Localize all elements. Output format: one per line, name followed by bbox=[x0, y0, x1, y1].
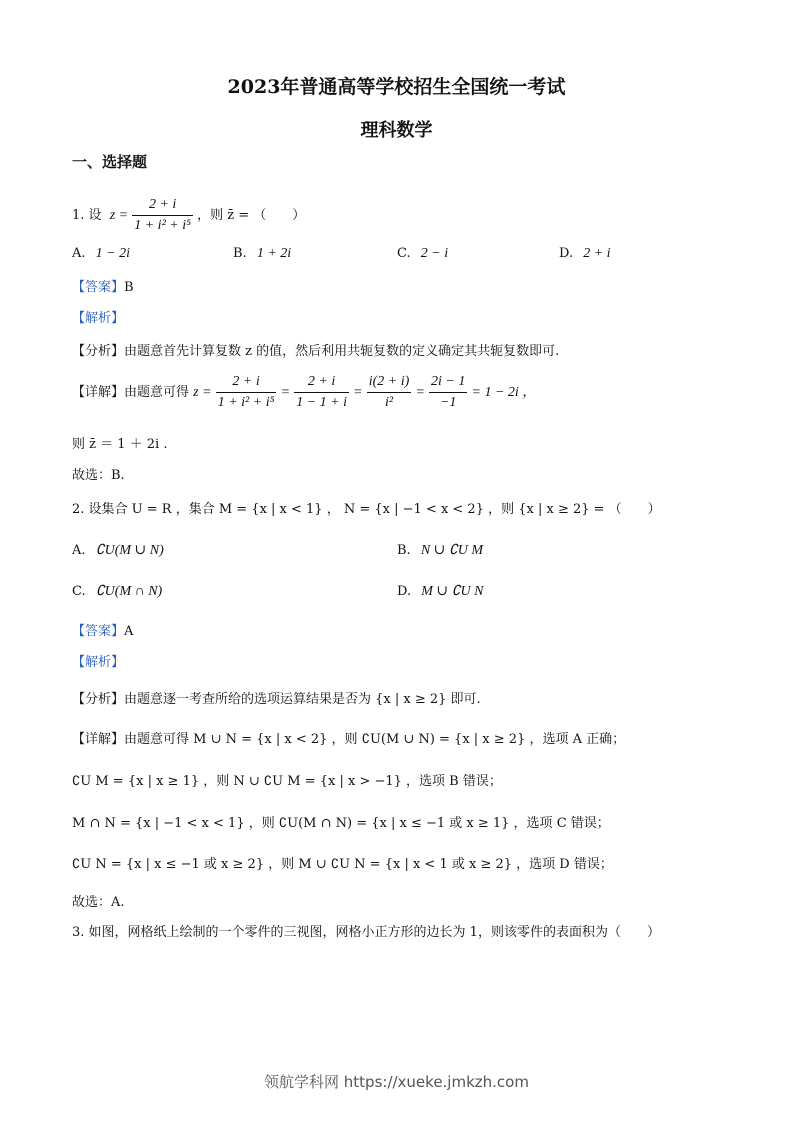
detail-fraction-4 bbox=[429, 372, 467, 413]
detail-fraction-3 bbox=[367, 372, 412, 413]
q2-analysis-tag: 【解析】 bbox=[72, 655, 125, 670]
q1-stem-numerator: 2 + i bbox=[132, 195, 193, 216]
option-label: D. bbox=[559, 246, 574, 261]
option-label: B. bbox=[397, 543, 411, 558]
q1-stem bbox=[72, 186, 305, 236]
fraction-numerator: 2 + i bbox=[216, 372, 277, 393]
detail-text: 由题意可得 M ∪ N = {x | x < 2} ，则 ∁U(M ∪ N) = {x | x ≥ 2} ，选项 A 正确； bbox=[124, 732, 626, 747]
q1-conjugate-line: 则 z̄ ＝ 1 ＋ 2i . bbox=[72, 437, 168, 452]
fraction-numerator: i(2 + i) bbox=[367, 372, 412, 393]
section-heading: 一、选择题 bbox=[72, 153, 148, 171]
option-label: D. bbox=[397, 584, 412, 599]
q2-detail-line-2: ∁U M = {x | x ≥ 1} ，则 N ∪ ∁U M = {x | x > −1} ，选项 B 错误； bbox=[72, 774, 502, 789]
detail-text: 由题意可得 bbox=[124, 385, 190, 400]
page-subtitle: 理科数学 bbox=[360, 120, 433, 141]
q1-option-c bbox=[397, 246, 448, 262]
q1-detail: 【详解】由题意可得 z = $\frac{2 + i}{\text{1 + i² + i⁵}}$ = $\frac{2 + i}{1 - 1 + i}$ = $\frac{i(2 + i)}{\text{i²}}$ = $\frac{2i - 1}{-1}$ = 1 − 2i ， bbox=[72, 372, 536, 413]
fenxi-text: 由题意逐一考查所给的选项运算结果是否为 {x | x ≥ 2} 即可. bbox=[124, 692, 481, 707]
option-label: C. bbox=[72, 584, 86, 599]
q1-option-d bbox=[559, 246, 611, 262]
fraction-numerator: 2i − 1 bbox=[429, 372, 467, 393]
answer-value: A bbox=[124, 624, 134, 639]
fraction-denominator: 1 − 1 + i bbox=[296, 395, 347, 410]
q2-answer bbox=[72, 620, 133, 639]
answer-tag: 【答案】 bbox=[72, 624, 125, 639]
page-title: 2023年普通高等学校招生全国统一考试 bbox=[227, 76, 566, 98]
detail-result: = 1 − 2i ， bbox=[471, 385, 537, 400]
option-text: N ∪ ∁U M bbox=[420, 543, 484, 558]
q2-detail-line-4: ∁U N = {x | x ≤ −1 或 x ≥ 2} ，则 M ∪ ∁U N = {x | x < 1 或 x ≥ 2} ，选项 D 错误； bbox=[72, 857, 613, 872]
option-text: M ∪ ∁U N bbox=[421, 584, 484, 599]
q1-answer bbox=[72, 276, 134, 295]
q3-stem: 3. 如图，网格纸上绘制的一个零件的三视图，网格小正方形的边长为 1，则该零件的表面积为（ ） bbox=[72, 925, 660, 940]
detail-tag: 【详解】 bbox=[72, 385, 125, 400]
q1-option-b bbox=[233, 246, 291, 262]
q2-option-a bbox=[72, 542, 164, 559]
fraction-denominator: i² bbox=[384, 395, 394, 410]
fraction-denominator: −1 bbox=[439, 395, 457, 410]
q2-fenxi bbox=[72, 688, 481, 707]
q1-stem-denominator: 1 + i² + i⁵ bbox=[134, 218, 191, 233]
fraction-numerator: 2 + i bbox=[294, 372, 349, 393]
option-text: ∁U(M ∪ N) bbox=[95, 543, 164, 558]
q1-analysis-tag: 【解析】 bbox=[72, 311, 125, 326]
q1-fenxi bbox=[72, 340, 559, 359]
q1-stem-prefix: 1. 设 bbox=[72, 208, 102, 223]
detail-tag: 【详解】 bbox=[72, 732, 125, 747]
page-footer: 领航学科网 https://xueke.jmkzh.com bbox=[264, 1073, 529, 1091]
q1-stem-fraction bbox=[132, 195, 193, 236]
fraction-denominator: 1 + i² + i⁵ bbox=[217, 395, 275, 410]
fenxi-text: 由题意首先计算复数 z 的值，然后利用共轭复数的定义确定其共轭复数即可. bbox=[124, 344, 560, 359]
q1-option-a bbox=[72, 246, 130, 262]
option-text: 1 − 2i bbox=[95, 246, 131, 261]
q2-stem: 2. 设集合 U = R ，集合 M = {x | x < 1} ， N = {x | −1 < x < 2} ，则 {x | x ≥ 2} = （ ） bbox=[72, 502, 661, 517]
q1-stem-lhs: z = bbox=[109, 208, 129, 223]
detail-fraction-1 bbox=[216, 372, 277, 413]
answer-value: B bbox=[124, 280, 134, 295]
q1-choose: 故选：B. bbox=[72, 468, 125, 483]
fenxi-tag: 【分析】 bbox=[72, 692, 125, 707]
option-label: B. bbox=[233, 246, 247, 261]
q2-option-c bbox=[72, 583, 162, 600]
q2-detail-line-3: M ∩ N = {x | −1 < x < 1} ，则 ∁U(M ∩ N) = {x | x ≤ −1 或 x ≥ 1} ，选项 C 错误； bbox=[72, 816, 610, 831]
option-label: C. bbox=[397, 246, 411, 261]
q2-detail-line-1 bbox=[72, 728, 625, 747]
option-text: ∁U(M ∩ N) bbox=[95, 584, 163, 599]
option-label: A. bbox=[72, 246, 86, 261]
fenxi-tag: 【分析】 bbox=[72, 344, 125, 359]
q1-stem-suffix: ，则 z̄ = （ ） bbox=[197, 208, 306, 223]
option-text: 1 + 2i bbox=[256, 246, 292, 261]
detail-lhs: z = bbox=[193, 385, 212, 400]
answer-tag: 【答案】 bbox=[72, 280, 125, 295]
option-label: A. bbox=[72, 543, 86, 558]
detail-fraction-2 bbox=[294, 372, 349, 413]
q2-choose: 故选：A. bbox=[72, 895, 125, 910]
option-text: 2 + i bbox=[583, 246, 611, 261]
q2-option-d bbox=[397, 583, 483, 600]
q2-option-b bbox=[397, 542, 483, 559]
option-text: 2 − i bbox=[420, 246, 449, 261]
